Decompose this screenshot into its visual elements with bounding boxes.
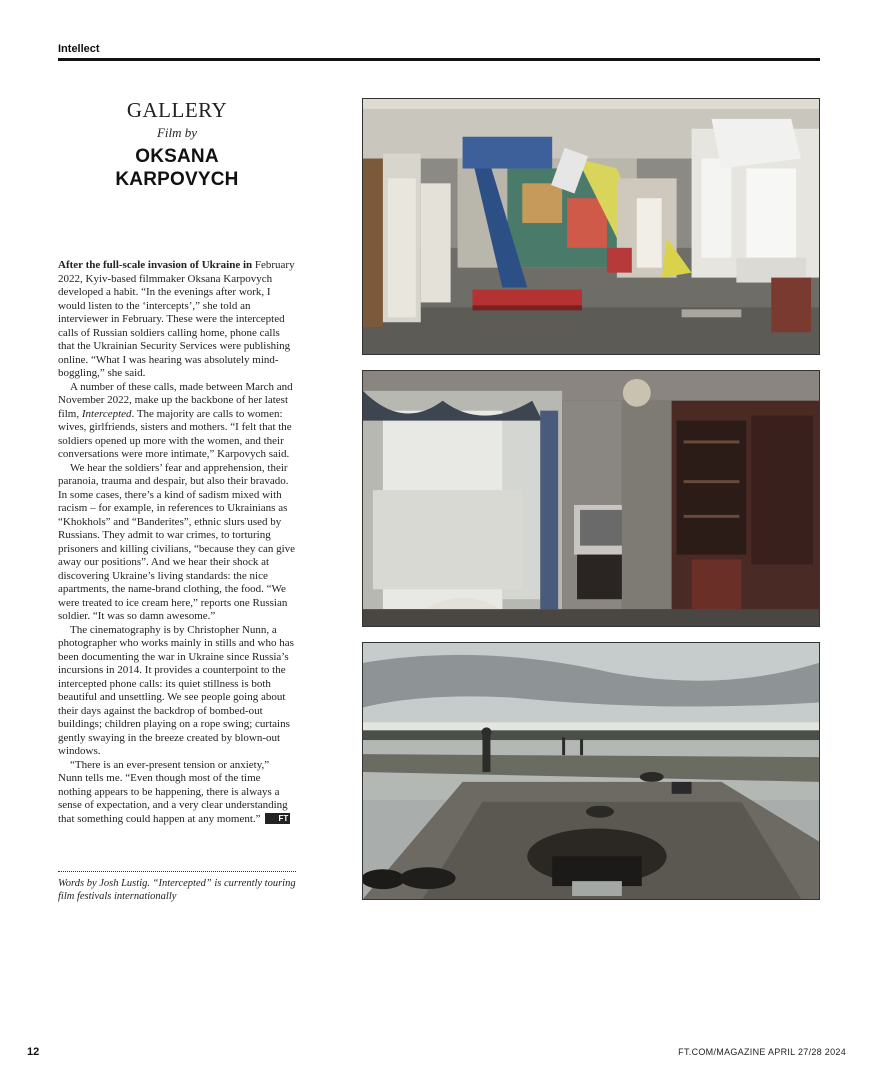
filmmaker-name [58, 145, 296, 191]
article-paragraph-1 [58, 259, 296, 381]
article-paragraph-2-text-a: A number of these calls, made between March and November 2022, make up the backbone of her latest film, [58, 380, 293, 420]
photo-damaged-causeway [362, 642, 820, 900]
credit-divider [58, 871, 296, 872]
article-lead: After the full-scale invasion of Ukraine in [58, 259, 253, 271]
article-body [58, 259, 296, 826]
article-paragraph-1-text: February 2022, Kyiv-based filmmaker Oksana Karpovych developed a habit. “In the evenings after work, I would listen to the ‘intercepts’,” she told an interviewer in February. These were the intercepted calls of Russian soldiers calling home, phone calls that the Ukrainian Security Services were publishing online. “What I was hearing was absolutely mind-boggling,” she said. [58, 259, 295, 379]
article-paragraph-5 [58, 759, 296, 827]
article-paragraph-2-text-b: . The majority are calls to women: wives, girlfriends, sisters and mothers. “I felt that the soldiers opened up more with the women, and their conversations were more intimate,” Karpovych said. [58, 407, 292, 460]
filmmaker-name-line2: KARPOVYCH [115, 169, 239, 190]
photo-apartment-interior [362, 370, 820, 627]
filmmaker-name-line1: OKSANA [135, 146, 219, 167]
article-paragraph-5-text: “There is an ever-present tension or anxiety,” Nunn tells me. “Even though most of the time nothing appears to be happening, there is always a sense of expectation, and a very clear understanding that something could happen at any moment.” [58, 758, 288, 825]
page-number: 12 [27, 1046, 40, 1058]
publication-footer: FT.COM/MAGAZINE APRIL 27/28 2024 [678, 1047, 846, 1057]
gallery-title: GALLERY [126, 98, 228, 122]
headline-block [58, 98, 296, 191]
ft-end-mark: FT [265, 813, 291, 824]
photo-abandoned-hall [362, 98, 820, 355]
article-paragraph-2 [58, 381, 296, 462]
section-label: Intellect [58, 43, 100, 55]
film-by-label: Film by [156, 125, 198, 140]
article-credit: Words by Josh Lustig. “Intercepted” is currently touring film festivals internationally [58, 878, 296, 902]
header-rule [58, 58, 820, 61]
article-paragraph-3: We hear the soldiers’ fear and apprehension, their paranoia, trauma and despair, but also their bravado. In some cases, there’s a kind of sadism mixed with racism – for example, in references to Ukrainians as “Khokhols” and “Banderites”, ethnic slurs used by Russians. They admit to war crimes, to torturing prisoners and killing civilians, “because they can give away our positions”. And we hear their shock at discovering Ukraine’s living standards: the nice apartments, the name-brand clothing, the food. “We were treated to ice cream here,” reports one Russian soldier. “It was so damn awesome.” [58, 461, 296, 622]
film-title: Intercepted [81, 407, 132, 420]
article-paragraph-4: The cinematography is by Christopher Nunn, a photographer who works mainly in stills and who has been documenting the war in Ukraine since Russia’s incursions in 2014. It provides a counterpoint to the intercepted phone calls: its quiet stillness is both beautiful and unsettling. We see people going about their days against the backdrop of bombed-out buildings; children playing on a rope swing; curtains gently swaying in the breeze created by blown-out windows. [58, 623, 294, 757]
